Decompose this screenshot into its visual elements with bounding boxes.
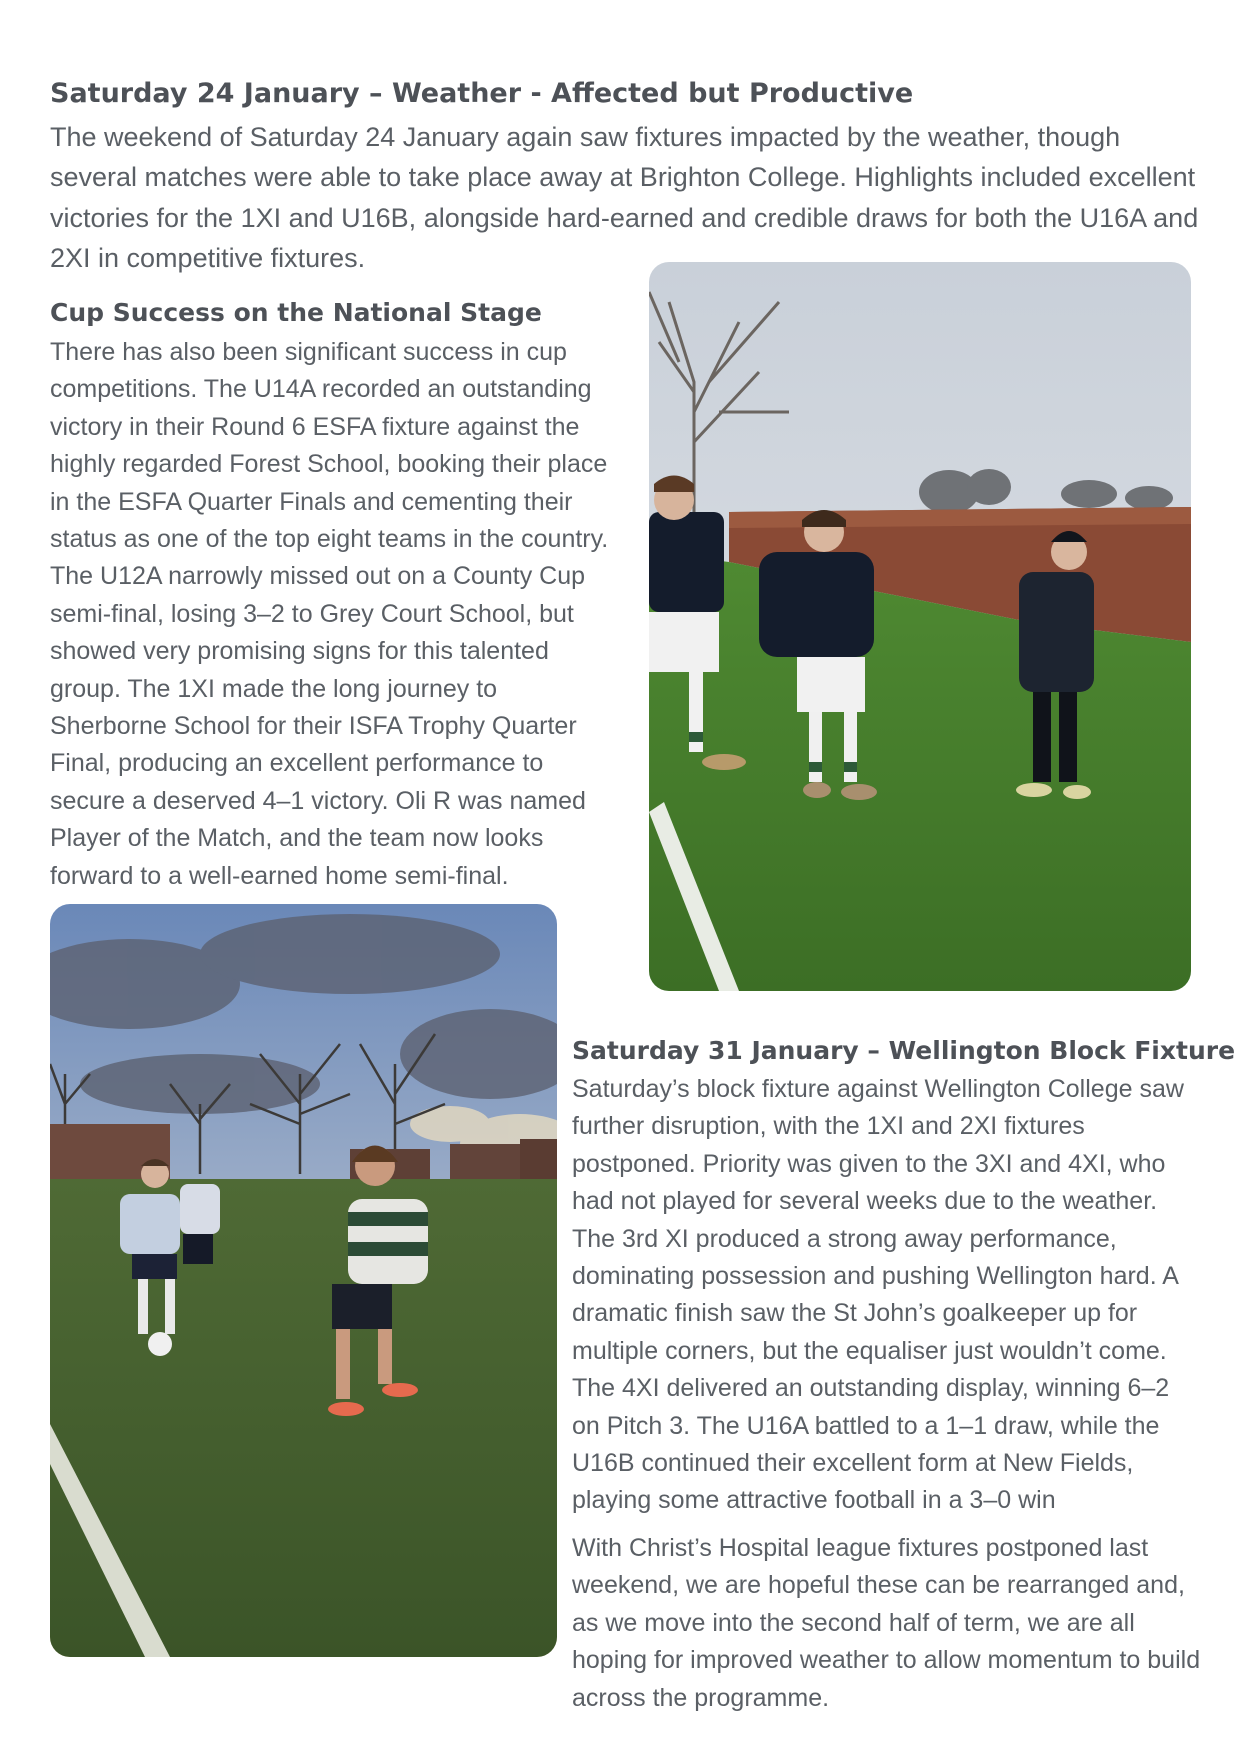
section-paragraph-weather: The weekend of Saturday 24 January again saw fixtures impacted by the weather, though several matches were able to take place away at Brighton College. Highlights included excellent victories for the 1XI and U16B, alongside hard-earned and credible draws for both the U16A and 2XI in competitive fixtures. bbox=[50, 122, 1199, 273]
section-paragraph-christs-hospital: With Christ’s Hospital league fixtures postponed last weekend, we are hopeful these can be rearranged and, as we move into the second half of term, we are all hoping for improved weather to allow momentum to build across the programme. bbox=[572, 1534, 1201, 1712]
match-photo bbox=[50, 904, 557, 1657]
coaching-photo bbox=[649, 262, 1191, 991]
section-heading-wellington: Saturday 31 January – Wellington Block Fixture bbox=[572, 1036, 1236, 1065]
section-paragraph-wellington: Saturday’s block fixture against Wellington College saw further disruption, with the 1XI and 2XI fixtures postponed. Priority was given to the 3XI and 4XI, who had not played for several weeks due to the weather. The 3rd XI produced a strong away performance, dominating possession and pushing Wellington hard. A dramatic finish saw the St John’s goalkeeper up for multiple corners, but the equaliser just wouldn’t come. The 4XI delivered an outstanding display, winning 6–2 on Pitch 3. The U16A battled to a 1–1 draw, while the U16B continued their excellent form at New Fields, playing some attractive football in a 3–0 win bbox=[572, 1075, 1184, 1515]
section-heading-cup-success: Cup Success on the National Stage bbox=[50, 298, 542, 327]
section-paragraph-cup-success: There has also been significant success in cup competitions. The U14A recorded an outstanding victory in their Round 6 ESFA fixture against the highly regarded Forest School, booking their place in the ESFA Quarter Finals and cementing their status as one of the top eight teams in the country. The U12A narrowly missed out on a County Cup semi-final, losing 3–2 to Grey Court School, but showed very promising signs for this talented group. The 1XI made the long journey to Sherborne School for their ISFA Trophy Quarter Final, producing an excellent performance to secure a deserved 4–1 victory. Oli R was named Player of the Match, and the team now looks forward to a well-earned home semi-final. bbox=[50, 338, 609, 890]
section-heading-weather: Saturday 24 January – Weather - Affected but Productive bbox=[50, 78, 914, 109]
